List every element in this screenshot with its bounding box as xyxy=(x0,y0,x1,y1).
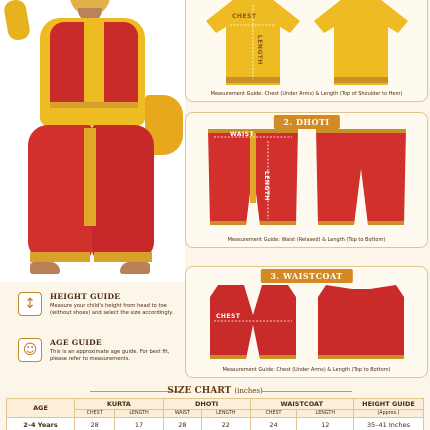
child-foot-left xyxy=(30,262,60,274)
dhoti-left-leg xyxy=(28,125,92,260)
table-row xyxy=(7,418,424,430)
dhoti-caption: Measurement Guide: Waist (Relaxed) & Length (Top to Bottom) xyxy=(227,237,386,243)
waistcoat-panel xyxy=(185,266,428,378)
dhoti-back-image xyxy=(312,129,410,233)
kurta-caption: Measurement Guide: Chest (Under Arms) & Length (Top of Shoulder to Hem) xyxy=(210,91,403,97)
dhoti-cuff-left xyxy=(30,252,90,262)
size-chart-table xyxy=(6,398,424,430)
kurta-length-label: LENGTH xyxy=(256,35,263,65)
header-height: HEIGHT GUIDE xyxy=(354,399,424,410)
age-guide xyxy=(18,338,180,363)
sub-height: (Approx.) xyxy=(354,410,424,418)
waistcoat-chest-label: CHEST xyxy=(216,313,241,320)
cell-dhoti-waist: 28 xyxy=(163,418,201,430)
dhoti-label: 2. DHOTI xyxy=(273,115,339,129)
child-foot-right xyxy=(120,262,150,274)
age-guide-title: AGE GUIDE xyxy=(50,338,102,347)
height-guide xyxy=(18,292,180,317)
sub-dhoti-waist: WAIST xyxy=(163,410,201,418)
header-kurta: KURTA xyxy=(75,399,164,410)
dhoti-panel xyxy=(185,112,428,248)
sub-kurta-length: LENGTH xyxy=(115,410,163,418)
height-guide-desc: Measure your child's height from head to toe (without shoes) and select the size accordingly. xyxy=(50,303,174,317)
waistcoat-opening xyxy=(84,22,104,108)
age-guide-desc: This is an approximate age guide. For best fit, please refer to measurements. xyxy=(50,349,170,363)
child-raised-arm xyxy=(3,0,32,42)
header-waistcoat: WAISTCOAT xyxy=(250,399,353,410)
header-age: AGE xyxy=(7,399,75,418)
cell-wc-length: 12 xyxy=(297,418,354,430)
sub-kurta-chest: CHEST xyxy=(75,410,115,418)
waistcoat-back-image xyxy=(312,285,410,363)
age-person-icon: ☺ xyxy=(18,338,42,362)
cell-age: 2–4 Years xyxy=(7,418,75,430)
waistcoat-caption: Measurement Guide: Chest (Under Arms) & Length (Top to Bottom) xyxy=(222,367,391,373)
cell-height: 35–41 Inches xyxy=(354,418,424,430)
dhoti-cuff-right xyxy=(94,252,152,262)
waistcoat-front-image xyxy=(204,285,302,363)
size-chart-title-text: SIZE CHART xyxy=(167,386,232,396)
dhoti-length-label: LENGTH xyxy=(263,171,270,201)
dhoti-right-leg xyxy=(92,125,154,260)
sub-wc-length: LENGTH xyxy=(297,410,354,418)
cell-dhoti-length: 22 xyxy=(202,418,250,430)
product-photo xyxy=(0,0,185,282)
kurta-chest-label: CHEST xyxy=(232,13,257,20)
size-chart-unit: (inches) xyxy=(234,387,263,395)
sub-dhoti-length: LENGTH xyxy=(202,410,250,418)
height-measure-icon: ↕ xyxy=(18,292,42,316)
cell-kurta-length: 17 xyxy=(115,418,163,430)
dhoti-gold-border xyxy=(84,128,96,226)
kurta-panel xyxy=(185,0,428,102)
height-guide-title: HEIGHT GUIDE xyxy=(50,292,121,301)
waistcoat-trim xyxy=(50,102,138,108)
dhoti-waist-label: WAIST xyxy=(230,131,255,138)
kurta-back-image xyxy=(312,0,410,85)
cell-kurta-chest: 28 xyxy=(75,418,115,430)
dhoti-front-image xyxy=(204,129,302,233)
sub-wc-chest: CHEST xyxy=(250,410,297,418)
size-chart-title xyxy=(0,386,430,396)
cell-wc-chest: 24 xyxy=(250,418,297,430)
waistcoat-label: 3. WAISTCOAT xyxy=(260,269,352,283)
header-dhoti: DHOTI xyxy=(163,399,250,410)
